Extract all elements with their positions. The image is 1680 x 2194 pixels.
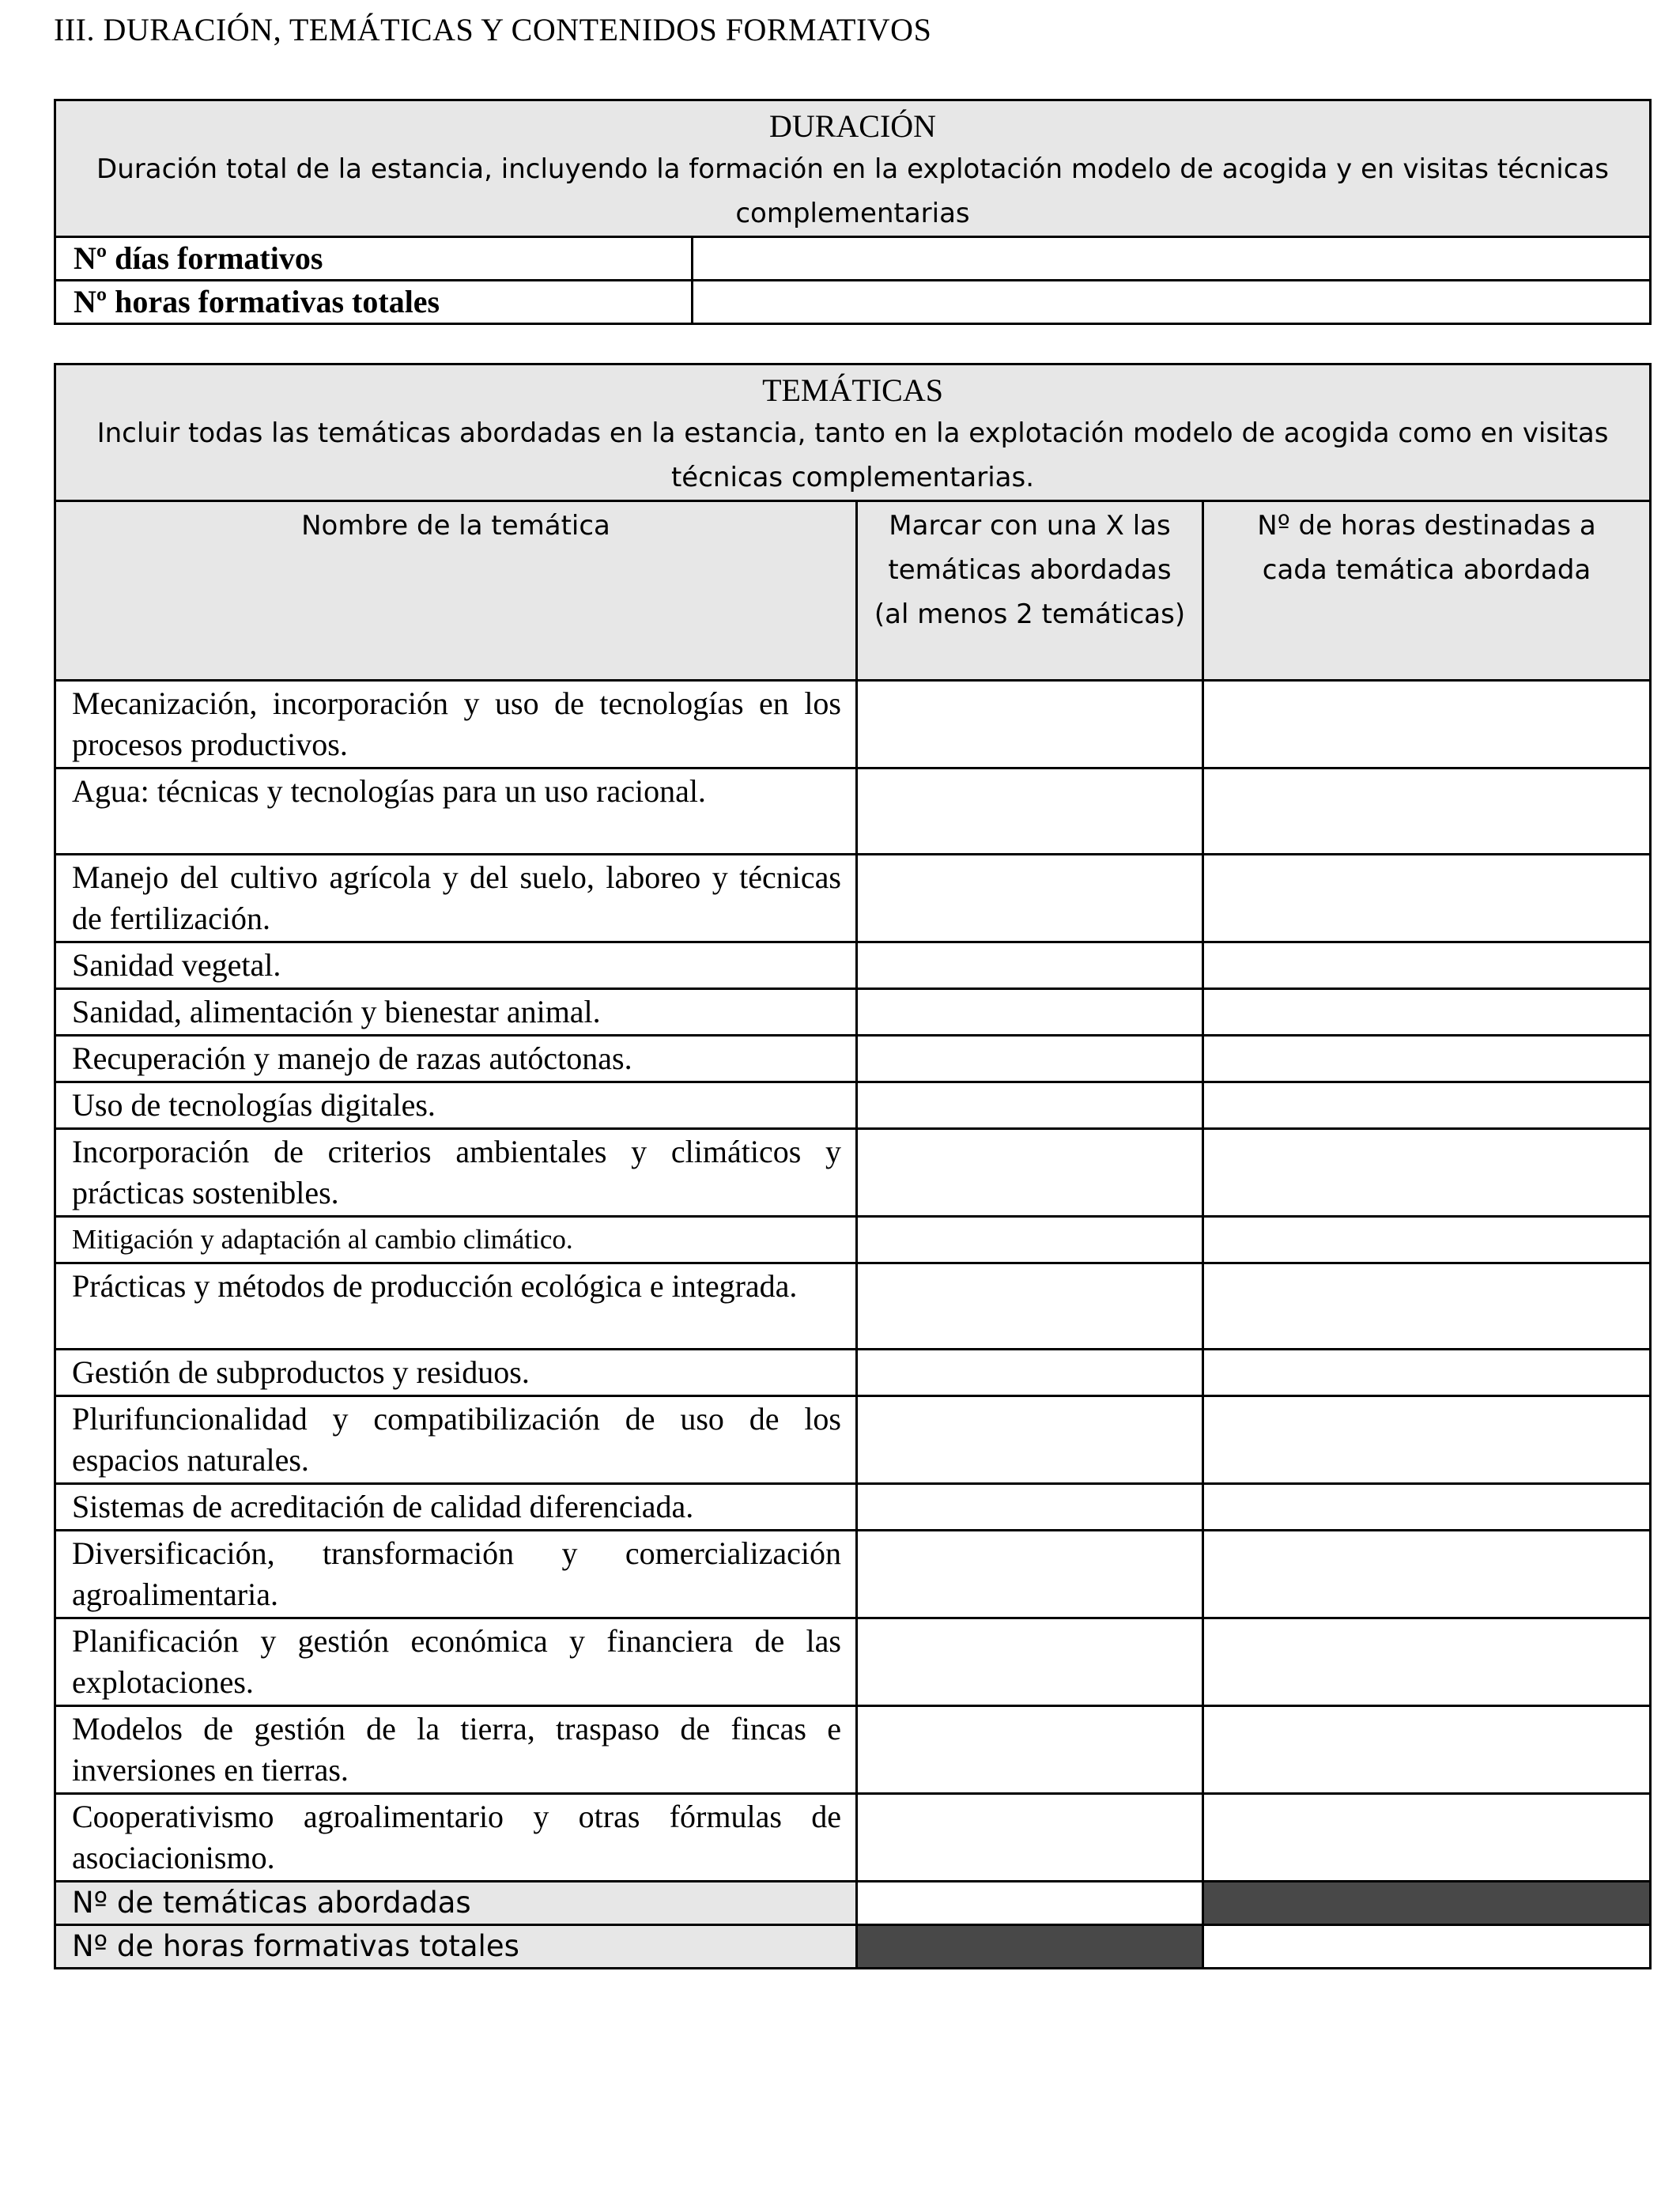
table-row — [55, 1396, 1651, 1484]
topic-name: Sistemas de acreditación de calidad diferenciada. — [55, 1484, 857, 1531]
table-row — [55, 942, 1651, 989]
duracion-header — [55, 100, 1651, 237]
topic-hours-cell[interactable] — [1203, 768, 1651, 855]
duracion-title: DURACIÓN — [768, 108, 937, 144]
topic-name: Plurifuncionalidad y compatibilización de uso de los espacios naturales. — [55, 1396, 857, 1484]
topic-name: Agua: técnicas y tecnologías para un uso racional. — [55, 768, 857, 855]
topic-name: Recuperación y manejo de razas autóctonas. — [55, 1036, 857, 1082]
column-header-nombre: Nombre de la temática — [55, 501, 857, 681]
topic-name: Diversificación, transformación y comercialización agroalimentaria. — [55, 1531, 857, 1618]
topic-hours-cell[interactable] — [1203, 1484, 1651, 1531]
topic-mark-cell[interactable] — [857, 1396, 1203, 1484]
topic-hours-cell[interactable] — [1203, 1618, 1651, 1706]
topic-mark-cell[interactable] — [857, 942, 1203, 989]
topic-mark-cell[interactable] — [857, 855, 1203, 942]
table-row — [55, 1531, 1651, 1618]
topic-hours-cell[interactable] — [1203, 1531, 1651, 1618]
duracion-table — [54, 99, 1652, 325]
topic-mark-cell[interactable] — [857, 989, 1203, 1036]
topic-name: Mitigación y adaptación al cambio climático. — [55, 1217, 857, 1263]
table-row — [55, 1706, 1651, 1794]
topic-mark-cell[interactable] — [857, 681, 1203, 768]
dias-formativos-input[interactable] — [693, 237, 1651, 281]
topic-mark-cell[interactable] — [857, 1263, 1203, 1350]
duracion-description: Duración total de la estancia, incluyendo la formación en la explotación modelo de acogida y en visitas técnicas complementarias — [96, 153, 1609, 229]
topic-name: Mecanización, incorporación y uso de tecnologías en los procesos productivos. — [55, 681, 857, 768]
topic-hours-cell[interactable] — [1203, 1794, 1651, 1882]
topic-mark-cell[interactable] — [857, 1217, 1203, 1263]
table-row — [55, 1794, 1651, 1882]
column-header-marcar: Marcar con una X las temáticas abordadas (al menos 2 temáticas) — [857, 501, 1203, 681]
topic-name: Cooperativismo agroalimentario y otras fórmulas de asociacionismo. — [55, 1794, 857, 1882]
table-row — [55, 1263, 1651, 1350]
column-header-horas: Nº de horas destinadas a cada temática abordada — [1203, 501, 1651, 681]
tematicas-count-input[interactable] — [857, 1882, 1203, 1925]
topic-hours-cell[interactable] — [1203, 1706, 1651, 1794]
tematicas-title: TEMÁTICAS — [762, 372, 943, 408]
topic-mark-cell[interactable] — [857, 1082, 1203, 1129]
tematicas-description: Incluir todas las temáticas abordadas en la estancia, tanto en la explotación modelo de acogida como en visitas técnicas complementarias. — [96, 417, 1609, 493]
topic-name: Prácticas y métodos de producción ecológica e integrada. — [55, 1263, 857, 1350]
topic-hours-cell[interactable] — [1203, 1396, 1651, 1484]
topic-hours-cell[interactable] — [1203, 855, 1651, 942]
table-row — [55, 1082, 1651, 1129]
table-row — [55, 768, 1651, 855]
table-row — [55, 989, 1651, 1036]
topic-name: Sanidad vegetal. — [55, 942, 857, 989]
horas-totales-input[interactable] — [1203, 1925, 1651, 1969]
table-row — [55, 1484, 1651, 1531]
topic-mark-cell[interactable] — [857, 1618, 1203, 1706]
table-row — [55, 1350, 1651, 1396]
tematicas-table — [54, 363, 1652, 1969]
topic-hours-cell[interactable] — [1203, 1036, 1651, 1082]
shaded-cell — [1203, 1882, 1651, 1925]
table-row — [55, 855, 1651, 942]
topic-hours-cell[interactable] — [1203, 1350, 1651, 1396]
horas-formativas-label: Nº horas formativas totales — [55, 281, 693, 324]
shaded-cell — [857, 1925, 1203, 1969]
tematicas-header — [55, 364, 1651, 501]
table-row — [55, 1217, 1651, 1263]
topic-hours-cell[interactable] — [1203, 681, 1651, 768]
dias-formativos-label: Nº días formativos — [55, 237, 693, 281]
topic-mark-cell[interactable] — [857, 1706, 1203, 1794]
topic-hours-cell[interactable] — [1203, 942, 1651, 989]
horas-totales-label: Nº de horas formativas totales — [55, 1925, 857, 1969]
table-row — [55, 1129, 1651, 1217]
topic-mark-cell[interactable] — [857, 768, 1203, 855]
topic-hours-cell[interactable] — [1203, 1263, 1651, 1350]
topic-mark-cell[interactable] — [857, 1350, 1203, 1396]
table-row — [55, 1036, 1651, 1082]
topic-mark-cell[interactable] — [857, 1531, 1203, 1618]
topic-hours-cell[interactable] — [1203, 989, 1651, 1036]
topic-mark-cell[interactable] — [857, 1129, 1203, 1217]
tematicas-count-label: Nº de temáticas abordadas — [55, 1882, 857, 1925]
topic-name: Manejo del cultivo agrícola y del suelo, laboreo y técnicas de fertilización. — [55, 855, 857, 942]
section-title: III. DURACIÓN, TEMÁTICAS Y CONTENIDOS FORMATIVOS — [54, 12, 932, 47]
topic-hours-cell[interactable] — [1203, 1217, 1651, 1263]
topic-hours-cell[interactable] — [1203, 1082, 1651, 1129]
topic-mark-cell[interactable] — [857, 1036, 1203, 1082]
topic-name: Incorporación de criterios ambientales y climáticos y prácticas sostenibles. — [55, 1129, 857, 1217]
topic-name: Gestión de subproductos y residuos. — [55, 1350, 857, 1396]
topic-hours-cell[interactable] — [1203, 1129, 1651, 1217]
topic-name: Sanidad, alimentación y bienestar animal. — [55, 989, 857, 1036]
topic-name: Planificación y gestión económica y financiera de las explotaciones. — [55, 1618, 857, 1706]
topic-mark-cell[interactable] — [857, 1794, 1203, 1882]
horas-formativas-input[interactable] — [693, 281, 1651, 324]
topic-mark-cell[interactable] — [857, 1484, 1203, 1531]
table-row — [55, 1618, 1651, 1706]
topic-name: Uso de tecnologías digitales. — [55, 1082, 857, 1129]
table-row — [55, 681, 1651, 768]
topic-name: Modelos de gestión de la tierra, traspaso de fincas e inversiones en tierras. — [55, 1706, 857, 1794]
